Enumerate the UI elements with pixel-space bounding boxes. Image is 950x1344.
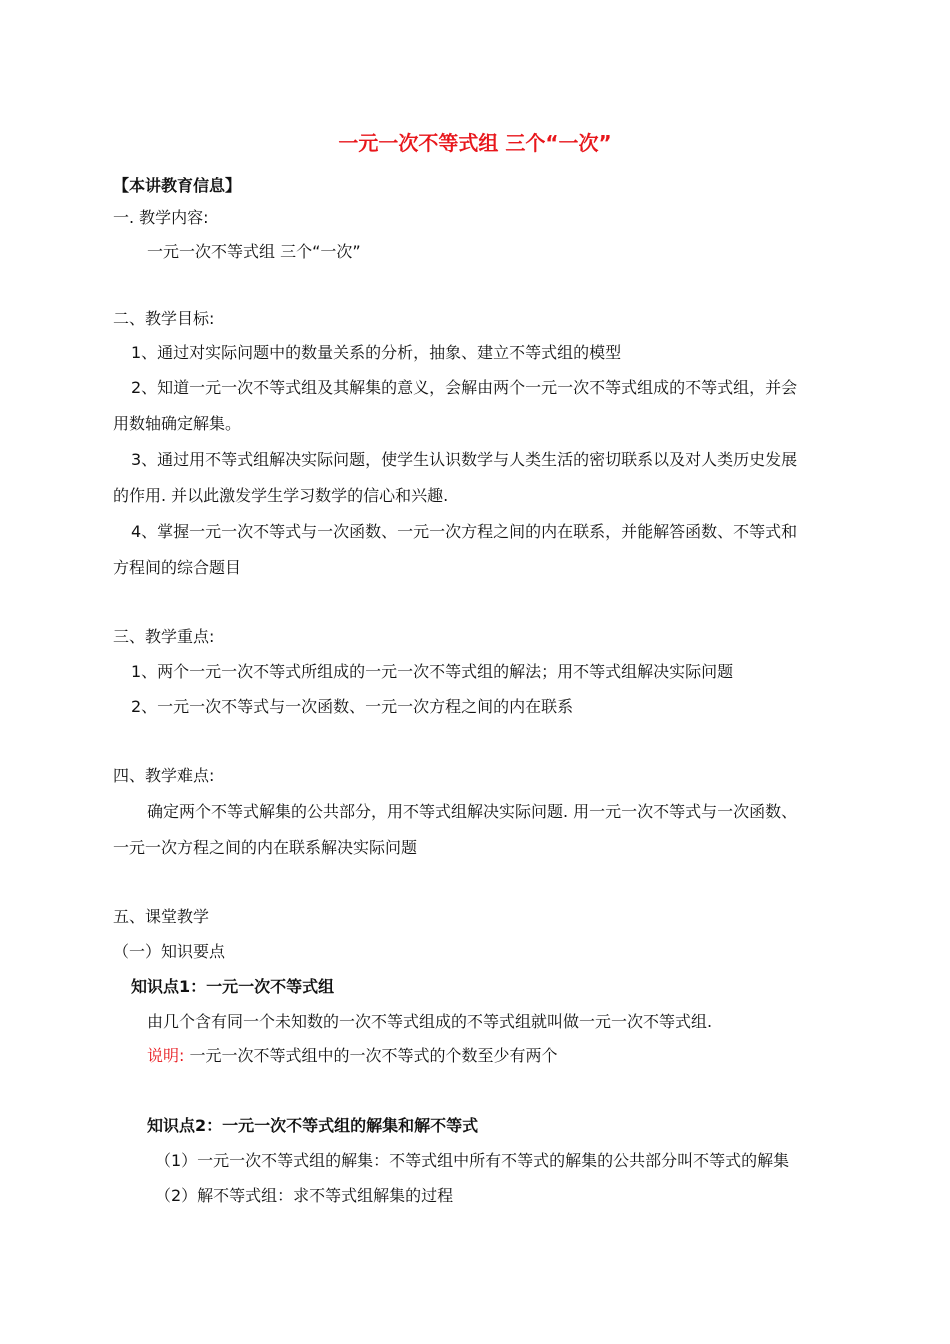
section-1-body: 一元一次不等式组 三个“一次” xyxy=(147,242,361,261)
section-2-heading: 二、教学目标: xyxy=(113,309,215,328)
knowledge-point-1-body: 由几个含有同一个未知数的一次不等式组成的不等式组就叫做一元一次不等式组. xyxy=(147,1012,713,1031)
goal-2-line-2: 用数轴确定解集。 xyxy=(113,414,242,433)
knowledge-point-1-title: 知识点1：一元一次不等式组 xyxy=(131,977,335,996)
knowledge-point-2-item-1: （1）一元一次不等式组的解集：不等式组中所有不等式的解集的公共部分叫不等式的解集 xyxy=(155,1151,790,1170)
section-3-heading: 三、教学重点: xyxy=(113,627,215,646)
goal-2-line-1: 2、知道一元一次不等式组及其解集的意义，会解由两个一元一次不等式组成的不等式组，并会 xyxy=(131,378,798,397)
page-title: 一元一次不等式组 三个“一次” xyxy=(338,131,612,155)
note-text: 一元一次不等式组中的一次不等式的个数至少有两个 xyxy=(189,1046,558,1065)
key-point-1: 1、两个一元一次不等式所组成的一元一次不等式组的解法；用不等式组解决实际问题 xyxy=(131,662,734,681)
key-point-2: 2、一元一次不等式与一次函数、一元一次方程之间的内在联系 xyxy=(131,697,574,716)
section-1-heading: 一. 教学内容: xyxy=(113,208,209,227)
difficulty-line-2: 一元一次方程之间的内在联系解决实际问题 xyxy=(113,838,418,857)
note-label: 说明: xyxy=(147,1046,185,1065)
knowledge-point-1-note xyxy=(147,1046,558,1066)
knowledge-point-2-title: 知识点2：一元一次不等式组的解集和解不等式 xyxy=(147,1116,479,1135)
goal-4-line-1: 4、掌握一元一次不等式与一次函数、一元一次方程之间的内在联系，并能解答函数、不等式和 xyxy=(131,522,798,541)
section-4-heading: 四、教学难点: xyxy=(113,766,215,785)
goal-3-line-1: 3、通过用不等式组解决实际问题，使学生认识数学与人类生活的密切联系以及对人类历史发展 xyxy=(131,450,798,469)
goal-1: 1、通过对实际问题中的数量关系的分析，抽象、建立不等式组的模型 xyxy=(131,343,622,362)
section-5-heading: 五、课堂教学 xyxy=(113,907,210,926)
info-header: 【本讲教育信息】 xyxy=(113,176,242,195)
goal-4-line-2: 方程间的综合题目 xyxy=(113,558,242,577)
subsection-knowledge-points: （一）知识要点 xyxy=(113,942,226,961)
knowledge-point-2-item-2: （2）解不等式组：求不等式组解集的过程 xyxy=(155,1186,454,1205)
difficulty-line-1: 确定两个不等式解集的公共部分，用不等式组解决实际问题. 用一元一次不等式与一次函数、 xyxy=(147,802,798,821)
goal-3-line-2: 的作用. 并以此激发学生学习数学的信心和兴趣. xyxy=(113,486,449,505)
